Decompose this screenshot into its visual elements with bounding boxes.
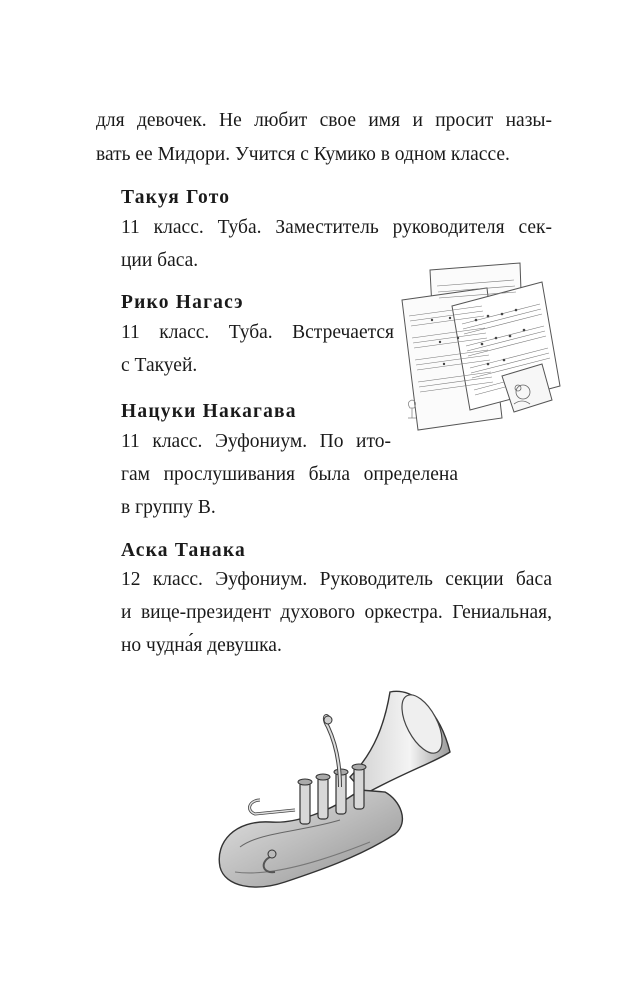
intro-line-2: вать ее Мидори. Учится с Кумико в одном классе. — [96, 144, 510, 165]
intro-line-1: для девочек. Не любит свое имя и просит назы- — [96, 110, 552, 131]
sheet-music-illustration — [392, 258, 562, 443]
character-name-aska: Аска Танака — [121, 540, 246, 561]
character-desc-aska: 12 класс. Эуфониум. Руководитель секции баса и вице-президент духового оркестра. Гениальная, но чудна́я девушка. — [121, 569, 552, 656]
intro-paragraph — [96, 104, 552, 172]
character-name-takuya: Такуя Гото — [121, 187, 231, 208]
character-desc-takuya: 11 класс. Туба. Заместитель руководителя сек- ции баса. — [121, 217, 552, 271]
character-desc-natsuki: 11 класс. Эуфониум. По ито- гам прослушивания была определена в группу B. — [121, 431, 458, 518]
character-name-natsuki: Нацуки Накагава — [121, 401, 297, 422]
character-desc-riko: 11 класс. Туба. Встречается с Такуей. — [121, 322, 394, 376]
euphonium-illustration — [200, 682, 470, 907]
character-name-riko: Рико Нагасэ — [121, 292, 244, 313]
